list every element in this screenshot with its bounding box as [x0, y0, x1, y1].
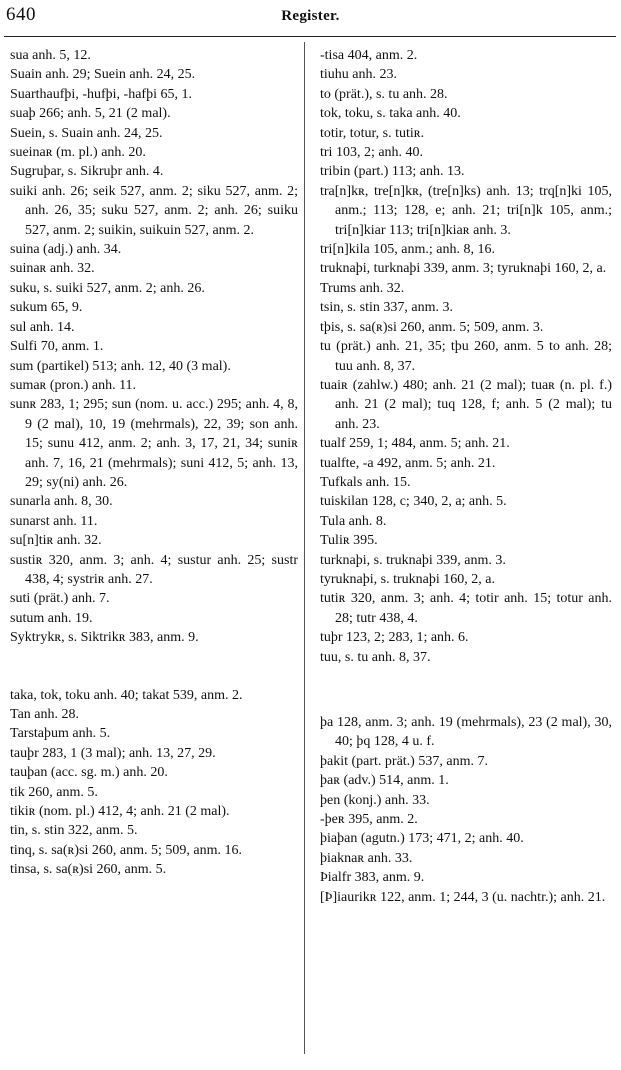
index-entry: þakit (part. prät.) 537, anm. 7. — [320, 753, 488, 769]
index-entry: tik 260, anm. 5. — [10, 784, 98, 800]
index-entry: Suain anh. 29; Suein anh. 24, 25. — [10, 67, 196, 83]
index-entry: sunarla anh. 8, 30. — [10, 494, 113, 510]
index-entry: Suein, s. Suain anh. 24, 25. — [10, 125, 163, 141]
index-entry: sum (partikel) 513; anh. 12, 40 (3 mal). — [10, 358, 231, 374]
index-entry: tsin, s. stin 337, anm. 3. — [320, 300, 454, 316]
index-entry: tikiʀ (nom. pl.) 412, 4; anh. 21 (2 mal). — [10, 804, 230, 820]
index-entry: tiuhu anh. 23. — [320, 67, 397, 83]
index-entry: tri[n]kila 105, anm.; anh. 8, 16. — [320, 242, 495, 258]
index-entry: turknaþi, s. truknaþi 339, anm. 3. — [320, 552, 506, 568]
index-entry: tri 103, 2; anh. 40. — [320, 145, 424, 161]
index-entry: Tuliʀ 395. — [320, 533, 378, 549]
index-entry: sul anh. 14. — [10, 319, 75, 335]
index-entry: tuiskilan 128, c; 340, 2, a; anh. 5. — [320, 494, 507, 510]
index-entry: tribin (part.) 113; anh. 13. — [320, 164, 465, 180]
index-entry: suti (prät.) anh. 7. — [10, 591, 110, 607]
index-entry: tin, s. stin 322, anm. 5. — [10, 823, 138, 839]
index-entry: tuaiʀ (zahlw.) 480; anh. 21 (2 mal); tuaʀ (n. pl. f.) anh. 21 (2 mal); tuq 128, f; anh. 5 (2 mal); tu anh. 23. — [320, 377, 612, 432]
index-entry: tu (prät.) anh. 21, 35; tþu 260, anm. 5 to anh. 28; tuu anh. 8, 37. — [320, 339, 612, 374]
index-entry: tra[n]kʀ, tre[n]kʀ, (tre[n]ks) anh. 13; trq[n]ki 105, anm.; 113; 128, e; anh. 21; tri[n]k 105, anm.; tri[n]kiar 113; tri[n]kiaʀ anh. 3. — [320, 183, 612, 238]
index-entry: truknaþi, turknaþi 339, anm. 3; tyruknaþi 160, 2, a. — [320, 261, 607, 277]
index-entry: sunarst anh. 11. — [10, 513, 98, 529]
index-entry: tok, toku, s. taka anh. 40. — [320, 106, 461, 122]
index-entry: taka, tok, toku anh. 40; takat 539, anm. 2. — [10, 687, 243, 703]
index-entry: Tufkals anh. 15. — [320, 474, 411, 490]
index-entry: Tan anh. 28. — [10, 707, 80, 722]
index-entry: sueinaʀ (m. pl.) anh. 20. — [10, 145, 146, 161]
index-entry: Tarstaþum anh. 5. — [10, 726, 111, 742]
index-entry: Þialfr 383, anm. 9. — [320, 870, 425, 886]
section-gap — [320, 667, 612, 713]
index-entry: þen (konj.) anh. 33. — [320, 792, 430, 808]
index-entry: Tula anh. 8. — [320, 513, 387, 529]
index-entry: -tisa 404, anm. 2. — [320, 48, 418, 63]
index-entry: sua anh. 5, 12. — [10, 48, 91, 63]
left-column — [10, 46, 298, 880]
index-entry: to (prät.), s. tu anh. 28. — [320, 86, 448, 102]
index-entry: -þeʀ 395, anm. 2. — [320, 812, 418, 828]
index-entry: Syktrykʀ, s. Siktrikʀ 383, anm. 9. — [10, 630, 199, 646]
right-column — [320, 46, 612, 907]
index-entry: tualfte, -a 492, anm. 5; anh. 21. — [320, 455, 496, 471]
index-entry: þiaknaʀ anh. 33. — [320, 850, 413, 866]
index-entry: suiki anh. 26; seik 527, anm. 2; siku 527, anm. 2; anh. 26, 35; suku 527, anm. 2; anh. 26; suiku 527, anm. 2; suikin, suikuin 527, anm. 2. — [10, 183, 298, 238]
index-entry: sukum 65, 9. — [10, 300, 83, 316]
index-entry: tauþan (acc. sg. m.) anh. 20. — [10, 765, 168, 781]
index-entry: tuþr 123, 2; 283, 1; anh. 6. — [320, 630, 469, 646]
index-entry: suina (adj.) anh. 34. — [10, 242, 122, 258]
index-entry: þiaþan (agutn.) 173; 471, 2; anh. 40. — [320, 831, 524, 847]
header-rule — [4, 36, 616, 37]
index-entry: tualf 259, 1; 484, anm. 5; anh. 21. — [320, 436, 510, 452]
index-entry: Suarthaufþi, -hufþi, -hafþi 65, 1. — [10, 86, 192, 102]
index-entry: sutum anh. 19. — [10, 610, 93, 626]
index-entry: sustiʀ 320, anm. 3; anh. 4; sustur anh. 25; sustr 438, 4; systriʀ anh. 27. — [10, 552, 298, 587]
index-entry: totir, totur, s. tutiʀ. — [320, 125, 425, 141]
index-entry: tinsa, s. sa(ʀ)si 260, anm. 5. — [10, 862, 167, 878]
index-entry: Sugruþar, s. Sikruþr anh. 4. — [10, 164, 164, 180]
index-entry: sumaʀ (pron.) anh. 11. — [10, 377, 137, 393]
index-entry: Trums anh. 32. — [320, 280, 405, 296]
index-entry: suaþ 266; anh. 5, 21 (2 mal). — [10, 106, 171, 122]
index-entry: tutiʀ 320, anm. 3; anh. 4; totir anh. 15; totur anh. 28; tutr 438, 4. — [320, 591, 612, 626]
running-head: Register. — [281, 8, 340, 24]
index-entry: þa 128, anm. 3; anh. 19 (mehrmals), 23 (2 mal), 30, 40; þq 128, 4 u. f. — [320, 715, 612, 750]
index-entry: þaʀ (adv.) 514, anm. 1. — [320, 773, 449, 789]
index-entry: Sulfi 70, anm. 1. — [10, 339, 104, 355]
index-entry: tinq, s. sa(ʀ)si 260, anm. 5; 509, anm. 16. — [10, 842, 242, 858]
section-gap — [10, 648, 298, 686]
page-number: 640 — [6, 4, 36, 25]
index-entry: suinaʀ anh. 32. — [10, 261, 95, 277]
index-entry: tyruknaþi, s. truknaþi 160, 2, a. — [320, 571, 495, 587]
index-entry: [Þ]iaurikʀ 122, anm. 1; 244, 3 (u. nachtr.); anh. 21. — [320, 889, 606, 905]
index-entry: tuu, s. tu anh. 8, 37. — [320, 649, 431, 665]
index-entry: tauþr 283, 1 (3 mal); anh. 13, 27, 29. — [10, 745, 216, 761]
index-entry: su[n]tiʀ anh. 32. — [10, 533, 102, 549]
column-divider — [304, 42, 305, 1054]
index-entry: tþis, s. sa(ʀ)si 260, anm. 5; 509, anm. 3. — [320, 319, 544, 335]
index-entry: sunʀ 283, 1; 295; sun (nom. u. acc.) 295; anh. 4, 8, 9 (2 mal), 10, 19 (mehrmals), 22, 39; son anh. 15; sunu 412, anm. 2; anh. 3, 17, 21, 34; suniʀ anh. 7, 16, 21 (mehrmals); suni 412, 5; anh. 13, 29; sy(ni) anh. 26. — [10, 397, 298, 490]
index-entry: suku, s. suiki 527, anm. 2; anh. 26. — [10, 280, 205, 296]
